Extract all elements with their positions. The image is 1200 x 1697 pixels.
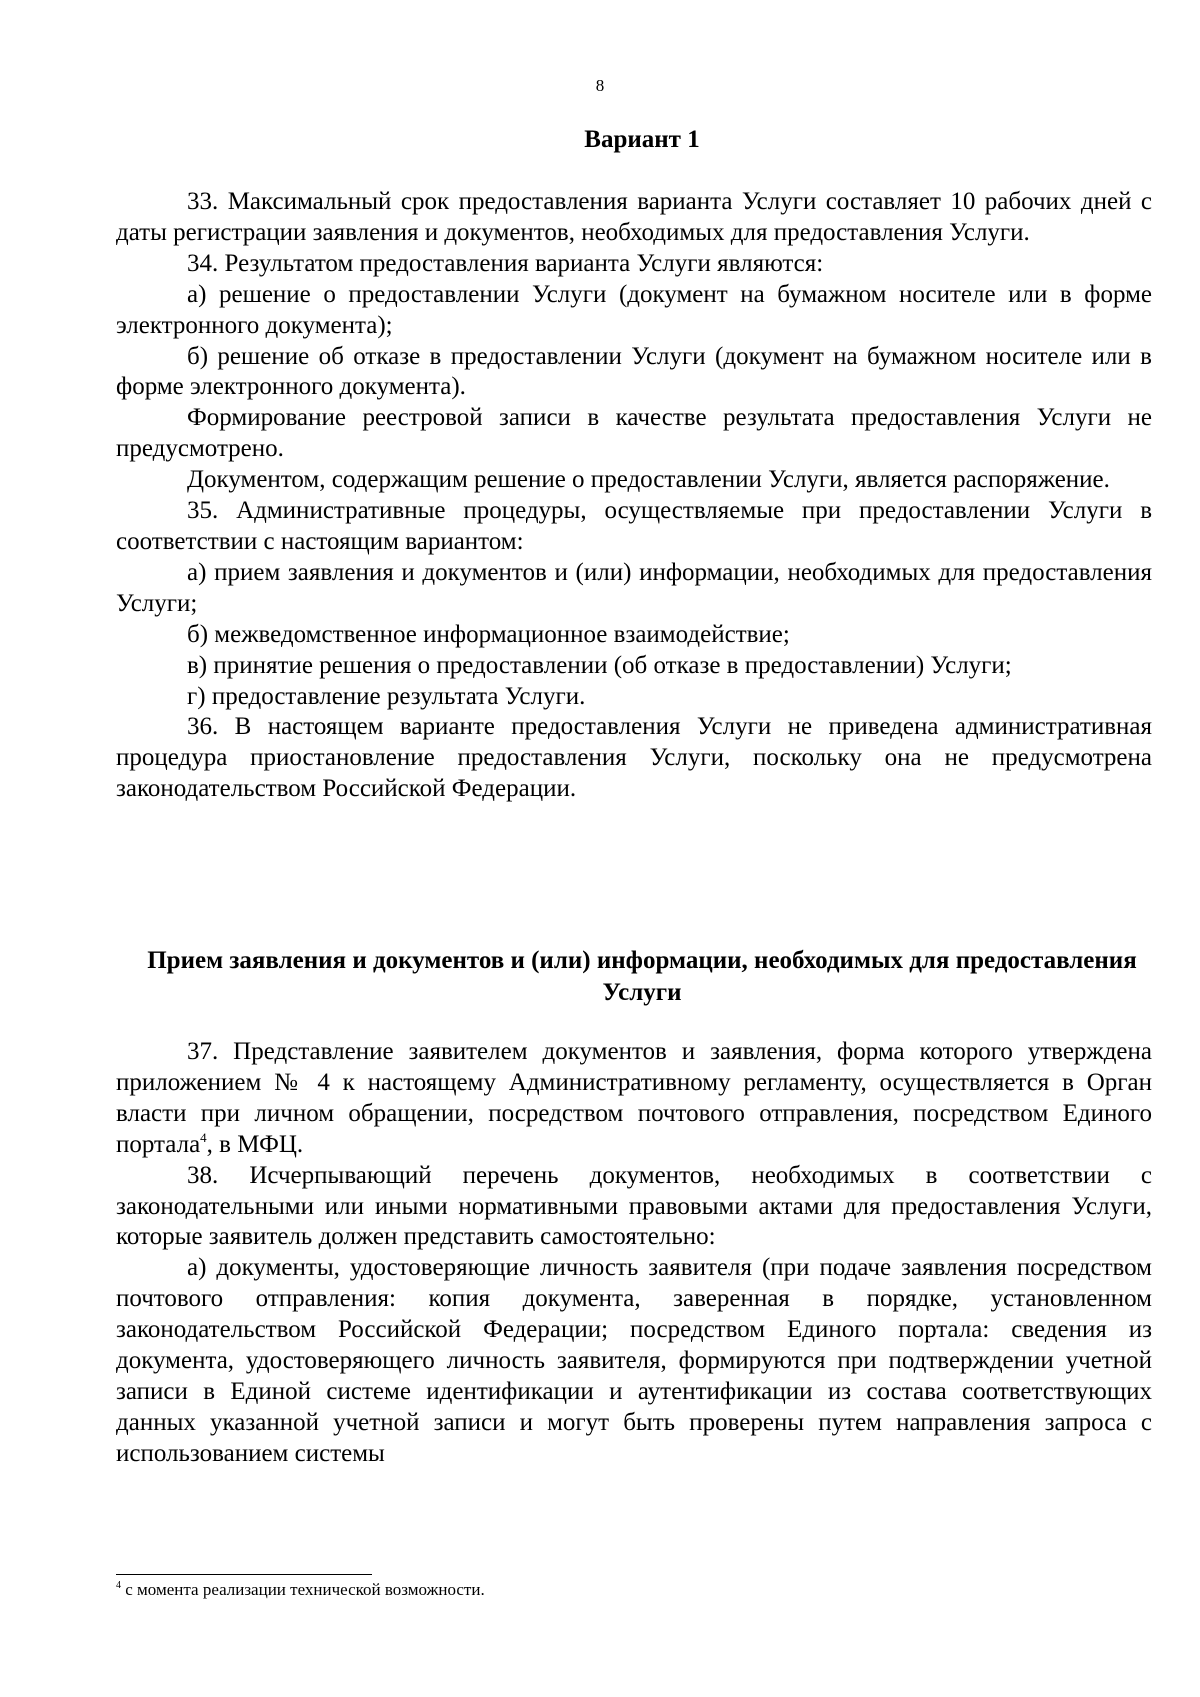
- footnote-mark: 4: [116, 1580, 121, 1591]
- paragraph-35-item-b: б) межведомственное информационное взаимодействие;: [187, 620, 790, 648]
- section-title: Вариант 1: [584, 126, 700, 153]
- paragraph-35: 35. Административные процедуры, осуществляемые при предоставлении Услуги в соответствии с настоящим вариантом:: [116, 497, 1152, 555]
- footnote: [116, 1580, 1152, 1600]
- paragraph-35-item-a: а) прием заявления и документов и (или) информации, необходимых для предоставления Услуги;: [116, 558, 1152, 617]
- footnote-reference[interactable]: 4: [200, 1129, 207, 1145]
- paragraph-38: 38. Исчерпывающий перечень документов, необходимых в соответствии с законодательными или иными нормативными правовыми актами для предоставления Услуги, которые заявитель должен представить самостоятельно:: [116, 1161, 1152, 1251]
- paragraph-37-text: 37. Представление заявителем документов и заявления, форма которого утверждена приложением № 4 к настоящему Административному регламенту, осуществляется в Орган власти при личном обращении, посредством почтового отправления, посредством Единого портала: [116, 1038, 1152, 1158]
- paragraph-35-item-v: в) принятие решения о предоставлении (об отказе в предоставлении) Услуги;: [187, 651, 1012, 679]
- paragraph-decision-document: Документом, содержащим решение о предоставлении Услуги, является распоряжение.: [187, 466, 1110, 494]
- paragraph-34-item-a: а) решение о предоставлении Услуги (документ на бумажном носителе или в форме электронного документа);: [116, 280, 1152, 339]
- paragraph-36: 36. В настоящем варианте предоставления Услуги не приведена административная процедура приостановление предоставления Услуги, поскольку она не предусмотрена законодательством Российской Федерации.: [116, 713, 1152, 803]
- section-body: [116, 187, 1152, 805]
- footnote-separator: [116, 1574, 372, 1575]
- paragraph-37: [116, 1037, 1152, 1161]
- paragraph-38-item-a: а) документы, удостоверяющие личность заявителя (при подаче заявления посредством почтового отправления: копия документа, заверенная в порядке, установленном законодательством Российской Федерации; посредством Единого портала: сведения из документа, удостоверяющего личность заявителя, формируются при подтверждении учетной записи в Единой системе идентификации и аутентификации из состава соответствующих данных указанной учетной записи и могут быть проверены путем направления запроса с использованием системы: [116, 1254, 1152, 1467]
- paragraph-34: 34. Результатом предоставления варианта Услуги являются:: [187, 249, 824, 277]
- page-number: 8: [595, 76, 605, 95]
- paragraph-34-item-b: б) решение об отказе в предоставлении Услуги (документ на бумажном носителе или в форме электронного документа).: [116, 342, 1152, 401]
- paragraph-registry-note: Формирование реестровой записи в качестве результата предоставления Услуги не предусмотрено.: [116, 404, 1152, 463]
- subsection-title: Прием заявления и документов и (или) информации, необходимых для предоставления Услуги: [147, 947, 1137, 1006]
- footnote-text: с момента реализации технической возможности.: [121, 1580, 485, 1599]
- paragraph-33: 33. Максимальный срок предоставления варианта Услуги составляет 10 рабочих дней с даты регистрации заявления и документов, необходимых для предоставления Услуги.: [116, 188, 1152, 246]
- paragraph-35-item-g: г) предоставление результата Услуги.: [187, 682, 586, 710]
- subsection-body: [116, 1037, 1152, 1470]
- paragraph-37-tail: , в МФЦ.: [206, 1130, 304, 1158]
